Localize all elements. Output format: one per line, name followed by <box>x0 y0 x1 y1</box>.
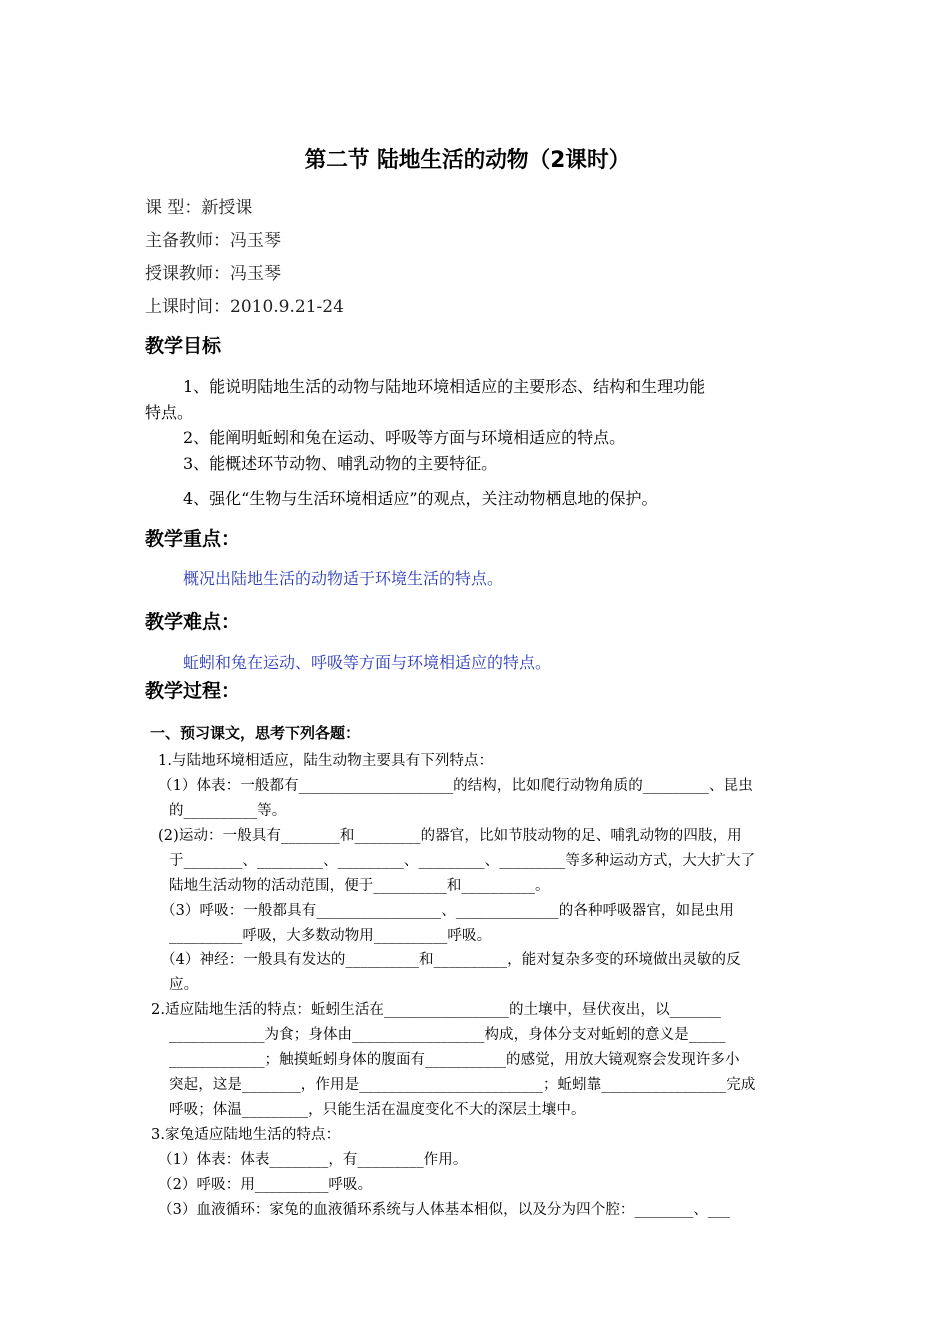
question-line: （3）呼吸：一般都具有_________________、______________的各种呼吸器官，如昆虫用 <box>161 903 734 919</box>
question-line: _____________；触摸蚯蚓身体的腹面有___________的感觉，用放大镜观察会发现许多小 <box>169 1052 740 1068</box>
question-line: 陆地生活动物的活动范围，便于__________和__________。 <box>169 878 550 894</box>
key-points-text: 概况出陆地生活的动物适于环境生活的特点。 <box>183 569 504 588</box>
objectives-heading: 教学目标 <box>145 335 222 357</box>
question-line: （1）体表：体表________，有_________作用。 <box>158 1152 468 1168</box>
question-line: _____________为食；身体由__________________构成，身体分支对蚯蚓的意义是_____ <box>169 1027 726 1043</box>
class-time: 上课时间：2010.9.21-24 <box>145 297 344 317</box>
key-points-heading: 教学重点： <box>145 528 241 550</box>
objective-1-line-1: 1、能说明陆地生活的动物与陆地环境相适应的主要形态、结构和生理功能 <box>183 377 706 396</box>
question-line: 突起，这是________，作用是_________________________；蚯蚓靠_________________完成 <box>169 1077 756 1093</box>
question-line: 1.与陆地环境相适应，陆生动物主要具有下列特点： <box>158 753 494 769</box>
objective-2: 2、能阐明蚯蚓和兔在运动、呼吸等方面与环境相适应的特点。 <box>183 428 626 447</box>
question-line: 应。 <box>169 977 199 993</box>
objective-4: 4、强化“生物与生活环境相适应”的观点，关注动物栖息地的保护。 <box>183 489 658 508</box>
question-line: 呼吸；体温_________，只能生活在温度变化不大的深层土壤中。 <box>169 1102 586 1118</box>
difficulties-text: 蚯蚓和兔在运动、呼吸等方面与环境相适应的特点。 <box>183 653 552 672</box>
difficulties-heading: 教学难点： <box>145 611 241 633</box>
process-heading: 教学过程： <box>145 680 241 702</box>
page-title: 第二节 陆地生活的动物（2课时） <box>304 148 631 173</box>
question-line: 于________、_________、_________、_________、_________等多种运动方式，大大扩大了 <box>169 853 756 869</box>
objective-3: 3、能概述环节动物、哺乳动物的主要特征。 <box>183 454 498 473</box>
question-line: （4）神经：一般具有发达的__________和__________，能对复杂多变的环境做出灵敏的反 <box>161 952 741 968</box>
teacher: 授课教师：冯玉琴 <box>145 264 281 284</box>
section-1-heading: 一、预习课文，思考下列各题： <box>150 724 361 742</box>
question-line: （1）体表：一般都有_____________________的结构，比如爬行动物角质的_________、昆虫 <box>158 778 753 794</box>
objective-1-line-2: 特点。 <box>145 403 194 422</box>
question-line: __________呼吸，大多数动物用__________呼吸。 <box>169 928 492 944</box>
lesson-type: 课 型：新授课 <box>145 198 253 218</box>
lead-teacher: 主备教师：冯玉琴 <box>145 231 281 251</box>
question-line: （3）血液循环：家兔的血液循环系统与人体基本相似，以及分为四个腔：________、___ <box>158 1202 730 1218</box>
question-line: (2)运动：一般具有________和_________的器官，比如节肢动物的足、哺乳动物的四肢，用 <box>158 828 742 844</box>
question-line: 3.家兔适应陆地生活的特点： <box>151 1127 341 1143</box>
question-line: 2.适应陆地生活的特点：蚯蚓生活在_________________的土壤中，昼伏夜出，以_______ <box>151 1002 722 1018</box>
question-line: （2）呼吸：用__________呼吸。 <box>158 1177 373 1193</box>
question-line: 的__________等。 <box>169 803 287 819</box>
